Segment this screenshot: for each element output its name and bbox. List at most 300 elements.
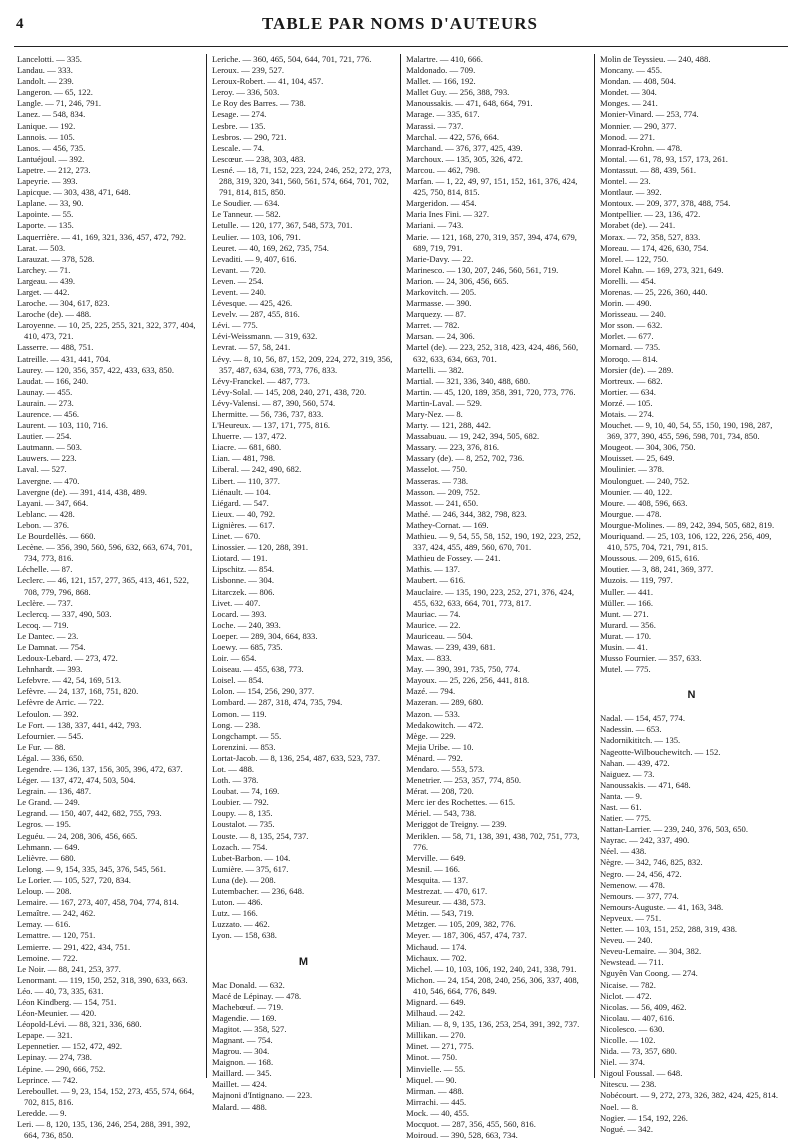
- section-letter: N: [687, 689, 696, 702]
- index-entry: Moreau. — 174, 426, 630, 754.: [600, 242, 709, 253]
- index-entry: Nicolesco. — 630.: [600, 1023, 665, 1034]
- index-entry: Lantuéjoul. — 392.: [17, 153, 85, 164]
- index-entry: Leroux-Robert. — 41, 104, 457.: [212, 76, 324, 87]
- index-entry: Laquerrière. — 41, 169, 321, 336, 457, 472, 792.: [17, 231, 186, 242]
- index-entry: Levant. — 720.: [212, 264, 266, 275]
- index-entry: Levaditi. — 9, 407, 616.: [212, 253, 297, 264]
- index-entry: Mortier. — 634.: [600, 386, 656, 397]
- index-entry: Liberal. — 242, 490, 682.: [212, 464, 302, 475]
- index-entry: Locard. — 393.: [212, 608, 267, 619]
- index-entry: Laroyenne. — 10, 25, 225, 255, 321, 322, 377, 404, 410, 473, 721.: [17, 320, 196, 342]
- page-header: [0, 0, 800, 44]
- index-entry: Leroy. — 336, 503.: [212, 87, 280, 98]
- index-entry: Maillard. — 345.: [212, 1068, 272, 1079]
- index-entry: Lieux. — 40, 792.: [212, 508, 276, 519]
- index-entry: Léon-Meunier. — 420.: [17, 1008, 97, 1019]
- index-entry: Motais. — 274.: [600, 409, 654, 419]
- index-entry: Leclère. — 737.: [17, 597, 73, 608]
- index-entry: Noel. — 8.: [600, 1101, 639, 1112]
- index-entry: Mock. — 40, 455.: [406, 1107, 470, 1118]
- index-entry: Liégard. — 547.: [212, 497, 269, 508]
- index-entry: Laurence. — 456.: [17, 409, 80, 419]
- index-entry: Massabuau. — 19, 242, 394, 505, 682.: [406, 431, 540, 442]
- index-entry: Leprince. — 742.: [17, 1074, 78, 1085]
- index-entry: Langle. — 71, 246, 791.: [17, 98, 102, 109]
- index-entry: Lavergne (de). — 391, 414, 438, 489.: [17, 486, 147, 497]
- index-entry: Largeau. — 439.: [17, 275, 76, 286]
- index-entry: Launay. — 455.: [17, 386, 73, 397]
- index-entry: Leguéu. — 24, 208, 306, 456, 665.: [17, 830, 138, 841]
- index-entry: Le Fur. — 88.: [17, 741, 66, 752]
- index-entry: Lemoine. — 722.: [17, 952, 78, 963]
- index-entry: Magrou. — 304.: [212, 1046, 270, 1057]
- index-entry: Mouchet. — 9, 10, 40, 54, 55, 150, 190, 198, 287, 369, 377, 390, 455, 596, 598, 701, 734, 850.: [600, 420, 773, 442]
- index-entry: Metzger. — 105, 209, 382, 776.: [406, 919, 516, 930]
- index-entry: Majnoni d'Intignano. — 223.: [212, 1090, 313, 1101]
- index-entry: Milhaud. — 242.: [406, 1008, 466, 1019]
- index-entry: Martin. — 45, 120, 189, 358, 391, 720, 773, 776.: [406, 386, 576, 397]
- index-entry: Luton. — 486.: [212, 897, 263, 908]
- index-entry: Legrand. — 150, 407, 442, 682, 755, 793.: [17, 808, 162, 819]
- index-entry: Menetrier. — 253, 357, 774, 850.: [406, 775, 522, 786]
- index-entry: Massot. — 241, 650.: [406, 497, 479, 508]
- index-entry: Nemenow. — 478.: [600, 879, 665, 890]
- index-entry: Lapeyrie. — 393.: [17, 176, 78, 187]
- index-entry: Mourgue. — 478.: [600, 508, 662, 519]
- running-title: TABLE PAR NOMS D'AUTEURS: [261, 14, 539, 33]
- index-entry: Murard. — 356.: [600, 619, 656, 630]
- index-entry: Le Tanneur. — 582.: [212, 209, 281, 220]
- index-entry: Mignard. — 649.: [406, 996, 466, 1007]
- index-entry: Nicolle. — 102.: [600, 1034, 656, 1045]
- section-letter: M: [298, 955, 309, 968]
- index-entry: Lecène. — 356, 390, 560, 596, 632, 663, 674, 701, 734, 773, 816.: [17, 542, 193, 564]
- index-entry: Loir. — 654.: [212, 653, 257, 664]
- index-entry: Morel. — 122, 750.: [600, 253, 669, 264]
- index-entry: Morin. — 490.: [600, 298, 652, 309]
- index-entry: Maria Ines Fini. — 327.: [406, 209, 490, 220]
- index-entry: Lemattre. — 120, 751.: [17, 930, 96, 941]
- index-entry: Letulle. — 120, 177, 367, 548, 573, 701.: [212, 220, 353, 231]
- index-entry: Mac Donald. — 632.: [212, 979, 285, 990]
- index-entry: Nayrac. — 242, 337, 490.: [600, 835, 690, 846]
- index-entry: Monod. — 271.: [600, 131, 655, 142]
- index-entry: Léon Kindberg. — 154, 751.: [17, 996, 117, 1007]
- index-entry: Martelli. — 382.: [406, 364, 464, 375]
- index-entry: Le Grand. — 249.: [17, 797, 80, 808]
- index-entry: Lipschitz. — 854.: [212, 564, 275, 575]
- index-entry: Mériel. — 543, 738.: [406, 808, 477, 819]
- index-entry: Malartre. — 410, 666.: [406, 54, 483, 64]
- index-entry: Nigoul Foussal. — 648.: [600, 1068, 683, 1079]
- index-entry: Lévi. — 775.: [212, 320, 258, 331]
- index-entry: Latreille. — 431, 441, 704.: [17, 353, 111, 364]
- index-entry: Lefebvre. — 42, 54, 169, 513.: [17, 675, 122, 686]
- index-entry: Marage. — 335, 617.: [406, 109, 480, 120]
- index-entry: Morelli. — 454.: [600, 275, 656, 286]
- index-entry: Mounier. — 40, 122.: [600, 486, 673, 497]
- index-entry: Légal. — 336, 650.: [17, 752, 84, 763]
- index-entry: Lautier. — 254.: [17, 431, 72, 442]
- index-entry: Niel. — 374.: [600, 1057, 645, 1068]
- index-entry: Legendre. — 136, 137, 156, 305, 396, 472, 637.: [17, 764, 183, 774]
- index-entry: Mesnil. — 166.: [406, 863, 460, 874]
- index-entry: Minvielle. — 55.: [406, 1063, 466, 1074]
- index-entry: Nageotte-Wilbouchewitch. — 152.: [600, 746, 721, 757]
- index-entry: Loiseau. — 455, 638, 773.: [212, 664, 304, 675]
- index-entry: Medakowitch. — 472.: [406, 719, 484, 730]
- index-column: [206, 54, 400, 1112]
- index-entry: Lolon. — 154, 256, 290, 377.: [212, 686, 315, 697]
- index-entry: Lehnhardt. — 393.: [17, 664, 83, 675]
- index-entry: Morel Kahn. — 169, 273, 321, 649.: [600, 264, 724, 275]
- index-entry: Lesbros. — 290, 721.: [212, 131, 287, 142]
- index-entry: Laudat. — 166, 240.: [17, 375, 89, 386]
- index-entry: Mortreux. — 682.: [600, 375, 663, 386]
- index-entry: Nanoussakis. — 471, 648.: [600, 779, 691, 790]
- index-columns: [12, 54, 788, 1141]
- index-entry: Laroche. — 304, 617, 823.: [17, 298, 110, 309]
- index-entry: Le Soudier. — 634.: [212, 198, 280, 209]
- index-entry: Long. — 238.: [212, 719, 261, 730]
- index-entry: Musso Fournier. — 357, 633.: [600, 653, 702, 664]
- index-entry: Mathieu. — 9, 54, 55, 58, 152, 190, 192, 223, 252, 337, 424, 455, 489, 560, 670, 701.: [406, 531, 581, 553]
- index-entry: Montlaur. — 392.: [600, 187, 662, 198]
- index-entry: Leroux. — 239, 527.: [212, 65, 285, 76]
- index-entry: Léo. — 40, 73, 335, 631.: [17, 985, 104, 996]
- index-entry: Manoussakis. — 471, 648, 664, 791.: [406, 98, 533, 109]
- index-entry: Nast. — 61.: [600, 802, 642, 812]
- index-entry: Monges. — 241.: [600, 98, 658, 109]
- index-entry: Magitot. — 358, 527.: [212, 1023, 287, 1034]
- index-entry: Nadal. — 154, 457, 774.: [600, 713, 685, 724]
- index-entry: Mariani. — 743.: [406, 220, 464, 231]
- index-entry: Landolt. — 239.: [17, 76, 74, 87]
- index-entry: Lenormant. — 119, 150, 252, 318, 390, 633, 663.: [17, 974, 188, 985]
- index-entry: Liotard. — 191.: [212, 553, 268, 564]
- index-entry: Marchoux. — 135, 305, 326, 472.: [406, 153, 523, 164]
- index-entry: Lauwers. — 223.: [17, 453, 77, 464]
- index-entry: Nicolau. — 407, 616.: [600, 1012, 675, 1023]
- index-entry: Lisbonne. — 304.: [212, 575, 275, 586]
- index-entry: Lozach. — 754.: [212, 841, 268, 852]
- index-entry: Nemours. — 377, 774.: [600, 890, 679, 901]
- index-entry: Marret. — 782.: [406, 320, 460, 331]
- index-entry: Laval. — 527.: [17, 464, 67, 475]
- index-entry: Mestrezat. — 470, 617.: [406, 886, 488, 897]
- index-entry: Legros. — 195.: [17, 819, 71, 830]
- index-entry: Morabet (de). — 241.: [600, 220, 676, 231]
- index-entry: Laplane. — 33, 90.: [17, 198, 84, 209]
- index-entry: Leblanc. — 428.: [17, 508, 75, 519]
- index-entry: Maurice. — 22.: [406, 619, 461, 630]
- index-entry: Nadornikititch. — 135.: [600, 735, 681, 746]
- index-entry: Larget. — 442.: [17, 286, 70, 297]
- index-entry: Nicolas. — 56, 409, 462.: [600, 1001, 687, 1012]
- index-entry: Leuret. — 40, 169, 262, 735, 754.: [212, 242, 329, 253]
- index-entry: Loth. — 378.: [212, 775, 259, 786]
- index-entry: Levelv. — 287, 455, 816.: [212, 309, 300, 320]
- index-entry: Magendie. — 169.: [212, 1012, 277, 1023]
- index-column: [594, 54, 788, 1134]
- index-entry: Martial. — 321, 336, 340, 488, 680.: [406, 375, 531, 386]
- index-entry: Mauriac. — 74.: [406, 608, 461, 619]
- index-entry: Levrat. — 57, 58, 241.: [212, 342, 291, 353]
- index-entry: Massary. — 223, 376, 816.: [406, 442, 500, 453]
- index-entry: Macé de Lépinay. — 478.: [212, 990, 302, 1001]
- index-entry: Netter. — 103, 151, 252, 288, 319, 438.: [600, 924, 738, 935]
- index-entry: Laporte. — 135.: [17, 220, 74, 231]
- index-entry: Lesné. — 18, 71, 152, 223, 224, 246, 252, 272, 273, 288, 319, 320, 341, 560, 561, 574, 664, 701, 702, 791, 814, 815, 850.: [212, 164, 392, 198]
- index-entry: Laurain. — 273.: [17, 397, 74, 408]
- index-entry: Lyon. — 158, 638.: [212, 930, 277, 941]
- header-rule: [14, 46, 788, 47]
- index-entry: Naiguez. — 73.: [600, 768, 655, 779]
- index-entry: Mourgue-Molines. — 89, 242, 394, 505, 682, 819.: [600, 519, 775, 530]
- index-entry: Mornard. — 735.: [600, 342, 661, 353]
- index-entry: Lancelotti. — 335.: [17, 54, 82, 64]
- index-entry: Lavergne. — 470.: [17, 475, 80, 486]
- index-entry: Leri. — 8, 120, 135, 136, 246, 254, 288, 391, 392, 664, 736, 850.: [17, 1119, 191, 1141]
- index-entry: Montal. — 61, 78, 93, 157, 173, 261.: [600, 153, 728, 164]
- index-entry: Nepveux. — 751.: [600, 912, 662, 923]
- index-entry: Mesquita. — 137.: [406, 874, 469, 885]
- index-entry: Nida. — 73, 357, 680.: [600, 1046, 677, 1057]
- index-entry: Lefournier. — 545.: [17, 730, 84, 741]
- index-entry: Loisel. — 854.: [212, 675, 264, 686]
- index-entry: Musin. — 41.: [600, 641, 648, 652]
- index-entry: Léopold-Lévi. — 88, 321, 336, 680.: [17, 1019, 142, 1030]
- index-entry: Mathis. — 137.: [406, 564, 460, 575]
- index-entry: Nogier. — 154, 192, 226.: [600, 1112, 688, 1123]
- index-entry: Max. — 833.: [406, 653, 452, 664]
- index-entry: Moutier. — 3, 88, 241, 369, 377.: [600, 564, 714, 575]
- index-entry: Legrain. — 136, 487.: [17, 786, 91, 797]
- index-entry: Levent. — 240.: [212, 286, 266, 297]
- index-entry: Mawas. — 239, 439, 681.: [406, 641, 496, 652]
- index-entry: Mendaro. — 553, 573.: [406, 764, 485, 774]
- index-entry: Milian. — 8, 9, 135, 136, 253, 254, 391, 392, 737.: [406, 1019, 580, 1030]
- index-entry: Laroche (de). — 488.: [17, 309, 92, 320]
- index-entry: Mouriquand. — 25, 103, 106, 122, 226, 256, 409, 410, 575, 704, 721, 791, 815.: [600, 531, 772, 553]
- index-entry: Lepinay. — 274, 738.: [17, 1052, 92, 1063]
- index-entry: Linet. — 670.: [212, 531, 261, 542]
- index-entry: Marchal. — 422, 576, 664.: [406, 131, 500, 142]
- index-entry: Liacre. — 681, 680.: [212, 442, 282, 453]
- index-entry: Loche. — 240, 393.: [212, 619, 281, 630]
- index-entry: Morlet. — 677.: [600, 331, 654, 342]
- index-entry: Marinesco. — 130, 207, 246, 560, 561, 719.: [406, 264, 559, 275]
- index-entry: Marie-Davy. — 22.: [406, 253, 474, 264]
- index-entry: Mirrachi. — 445.: [406, 1096, 467, 1107]
- index-entry: Murat. — 170.: [600, 630, 652, 641]
- index-entry: Meriklen. — 58, 71, 138, 391, 438, 702, 751, 773, 776.: [406, 830, 580, 852]
- index-entry: Mauriceau. — 504.: [406, 630, 473, 641]
- index-entry: Leloup. — 208.: [17, 886, 72, 897]
- index-entry: Machebœuf. — 719.: [212, 1001, 284, 1012]
- index-entry: Le Damnat. — 754.: [17, 641, 86, 652]
- index-entry: Leriche. — 360, 465, 504, 644, 701, 721, 776.: [212, 54, 372, 64]
- index-entry: Langeron. — 65, 122.: [17, 87, 93, 98]
- index-entry: Lévesque. — 425, 426.: [212, 298, 293, 309]
- index-entry: Maillet. — 424.: [212, 1079, 267, 1090]
- index-entry: Mondan. — 408, 504.: [600, 76, 676, 87]
- index-entry: Lehmann. — 649.: [17, 841, 80, 852]
- index-entry: Nitescu. — 238.: [600, 1079, 657, 1090]
- index-entry: Mirman. — 488.: [406, 1085, 464, 1096]
- index-entry: Laurent. — 103, 110, 716.: [17, 420, 108, 431]
- index-entry: Lhuerre. — 137, 472.: [212, 431, 287, 442]
- index-entry: Mazeran. — 289, 680.: [406, 697, 484, 708]
- index-entry: Moulinier. — 378.: [600, 464, 664, 475]
- index-entry: Layani. — 347, 664.: [17, 497, 89, 508]
- index-entry: Merc ier des Rochettes. — 615.: [406, 797, 516, 808]
- index-entry: Lévy-Franckel. — 487, 773.: [212, 375, 310, 386]
- index-entry: Lepennetier. — 152, 472, 492.: [17, 1041, 123, 1052]
- index-entry: Mayoux. — 25, 226, 256, 441, 818.: [406, 675, 530, 686]
- index-entry: Lévy. — 8, 10, 56, 87, 152, 209, 224, 272, 319, 356, 357, 487, 634, 638, 773, 776, 833.: [212, 353, 393, 375]
- index-entry: Millikan. — 270.: [406, 1030, 466, 1041]
- index-entry: Morax. — 72, 358, 527, 833.: [600, 231, 701, 242]
- index-entry: Lortat-Jacob. — 8, 136, 254, 487, 633, 523, 737.: [212, 752, 381, 763]
- index-entry: Margeridon. — 454.: [406, 198, 477, 209]
- index-entry: Nègre. — 342, 746, 825, 832.: [600, 857, 703, 868]
- index-entry: Lutz. — 166.: [212, 908, 258, 919]
- index-entry: Lescale. — 74.: [212, 142, 265, 153]
- index-entry: Müller. — 166.: [600, 597, 653, 608]
- index-entry: Marie. — 121, 168, 270, 319, 357, 394, 474, 679, 689, 719, 791.: [406, 231, 577, 253]
- index-entry: Leredde. — 9.: [17, 1107, 67, 1118]
- index-entry: Newstead. — 711.: [600, 957, 664, 968]
- index-entry: Moulonguet. — 240, 752.: [600, 475, 690, 486]
- index-entry: Montel. — 23.: [600, 176, 651, 187]
- index-entry: Morzé. — 105.: [600, 397, 653, 408]
- index-entry: Nogué. — 342.: [600, 1123, 653, 1134]
- index-entry: Moiroud. — 390, 528, 663, 734.: [406, 1130, 518, 1141]
- index-entry: Nguyên Van Coong. — 274.: [600, 968, 698, 979]
- index-entry: Marsan. — 24, 306.: [406, 331, 475, 342]
- index-entry: Lapointe. — 55.: [17, 209, 74, 220]
- index-entry: Montoux. — 209, 377, 378, 488, 754.: [600, 198, 731, 209]
- index-entry: Munt. — 271.: [600, 608, 649, 619]
- index-column: [12, 54, 206, 1141]
- index-entry: Lelong. — 9, 154, 335, 345, 376, 545, 561.: [17, 863, 166, 874]
- index-entry: Le Fort. — 138, 337, 441, 442, 793.: [17, 719, 142, 730]
- index-entry: Lévi-Weissmann. — 319, 632.: [212, 331, 318, 342]
- index-entry: Michel. — 10, 103, 106, 192, 240, 241, 338, 791.: [406, 963, 577, 974]
- index-entry: Le Roy des Barres. — 738.: [212, 98, 306, 109]
- index-entry: Longchampt. — 55.: [212, 730, 282, 741]
- index-entry: Lutembacher. — 236, 648.: [212, 886, 305, 897]
- index-entry: Meriggot de Treigny. — 239.: [406, 819, 507, 830]
- index-entry: Lebon. — 376.: [17, 519, 70, 530]
- index-entry: Luna (de). — 208.: [212, 874, 276, 885]
- index-entry: Monnier. — 290, 377.: [600, 120, 677, 131]
- index-entry: Marcou. — 462, 798.: [406, 164, 480, 175]
- index-entry: Néel. — 438.: [600, 846, 647, 857]
- index-entry: Lorenzini. — 853.: [212, 741, 276, 752]
- index-entry: Lemay. — 616.: [17, 919, 71, 930]
- index-entry: Miquel. — 90.: [406, 1074, 457, 1085]
- index-entry: Lapetre. — 212, 273.: [17, 164, 91, 175]
- index-entry: Lubet-Barbon. — 104.: [212, 852, 291, 863]
- index-entry: Moroqo. — 814.: [600, 353, 658, 364]
- index-entry: Mor sson. — 632.: [600, 320, 663, 331]
- index-entry: Mallet. — 166, 192.: [406, 76, 476, 87]
- index-entry: Nattan-Larrier. — 239, 240, 376, 503, 650.: [600, 824, 748, 835]
- index-entry: Leclerc. — 46, 121, 157, 277, 365, 413, 461, 522, 708, 779, 796, 868.: [17, 575, 189, 597]
- index-entry: Le Lorier. — 105, 527, 720, 834.: [17, 874, 131, 885]
- index-entry: Lecoq. — 719.: [17, 619, 69, 630]
- index-entry: Neveu. — 240.: [600, 935, 653, 946]
- index-entry: Masseras. — 738.: [406, 475, 469, 486]
- index-entry: Lelièvre. — 680.: [17, 852, 76, 863]
- index-entry: Magnant. — 754.: [212, 1034, 273, 1045]
- index-entry: Lomon. — 119.: [212, 708, 267, 719]
- index-entry: Lemaître. — 242, 462.: [17, 908, 96, 919]
- index-entry: Louste. — 8, 135, 254, 737.: [212, 830, 309, 841]
- index-entry: Neveu-Lemaire. — 304, 382.: [600, 946, 702, 957]
- index-entry: Morenas. — 25, 226, 360, 440.: [600, 286, 708, 297]
- index-entry: Nahan. — 439, 472.: [600, 757, 670, 768]
- index-entry: Nicaise. — 782.: [600, 979, 656, 990]
- index-entry: Landau. — 333.: [17, 65, 73, 76]
- index-entry: Lefèvre de Arric. — 722.: [17, 697, 104, 708]
- index-entry: Montpellier. — 23, 136, 472.: [600, 209, 701, 220]
- index-entry: Lereboullet. — 9, 23, 154, 152, 273, 455, 574, 664, 702, 815, 816.: [17, 1085, 195, 1107]
- index-entry: Niclot. — 472.: [600, 990, 652, 1001]
- index-entry: Malard. — 488.: [212, 1101, 267, 1112]
- index-entry: Mondet. — 304.: [600, 87, 657, 98]
- index-entry: Larchey. — 71.: [17, 264, 71, 275]
- index-entry: Le Noir. — 88, 241, 253, 377.: [17, 963, 121, 974]
- index-entry: Nemours-Auguste. — 41, 163, 348.: [600, 901, 724, 912]
- index-entry: Nobécourt. — 9, 272, 273, 326, 382, 424, 425, 814.: [600, 1090, 779, 1101]
- index-entry: Lot. — 488.: [212, 764, 255, 774]
- index-entry: Monrad-Krohn. — 478.: [600, 142, 683, 153]
- index-entry: Natier. — 775.: [600, 813, 652, 824]
- index-entry: Moure. — 408, 596, 663.: [600, 497, 688, 508]
- index-entry: Ledoux-Lebard. — 273, 472.: [17, 653, 118, 664]
- index-entry: Monier-Vinard. — 253, 774.: [600, 109, 699, 120]
- index-entry: Michon. — 24, 154, 208, 240, 256, 306, 337, 408, 410, 546, 664, 776, 849.: [406, 974, 579, 996]
- index-entry: Lévy-Valensi. — 87, 390, 560, 574.: [212, 397, 336, 408]
- index-entry: Le Dantec. — 23.: [17, 630, 79, 641]
- index-entry: Marty. — 121, 288, 442.: [406, 420, 491, 431]
- index-entry: Maubert. — 616.: [406, 575, 466, 586]
- index-entry: Martel (de). — 223, 252, 318, 423, 424, 486, 560, 632, 633, 634, 663, 701.: [406, 342, 579, 364]
- index-entry: Martin-Laval. — 529.: [406, 397, 482, 408]
- index-entry: Marchand. — 376, 377, 425, 439.: [406, 142, 523, 153]
- index-entry: Marfan. — 1, 22, 49, 97, 151, 152, 161, 376, 424, 425, 750, 814, 815.: [406, 176, 578, 198]
- index-entry: Mary-Nez. — 8.: [406, 409, 463, 419]
- index-entry: Lemierre. — 291, 422, 434, 751.: [17, 941, 131, 952]
- index-entry: Lemaire. — 167, 273, 407, 458, 704, 774, 814.: [17, 897, 179, 908]
- index-entry: Léchelle. — 87.: [17, 564, 73, 575]
- index-entry: Leclercq. — 337, 490, 503.: [17, 608, 112, 619]
- index-entry: L'Heureux. — 137, 171, 775, 816.: [212, 420, 331, 431]
- index-entry: Livet. — 407.: [212, 597, 261, 608]
- index-entry: Mutel. — 775.: [600, 664, 651, 675]
- index-entry: Lannois. — 105.: [17, 131, 75, 142]
- index-entry: Lanos. — 456, 735.: [17, 142, 86, 153]
- index-entry: Mathey-Cornat. — 169.: [406, 519, 489, 530]
- index-entry: Lesbre. — 135.: [212, 120, 266, 131]
- index-entry: Lombard. — 287, 318, 474, 735, 794.: [212, 697, 343, 708]
- index-entry: Mallet Guy. — 256, 388, 793.: [406, 87, 510, 98]
- index-entry: Meyer. — 187, 306, 457, 474, 737.: [406, 930, 527, 941]
- index-entry: Lanez. — 548, 834.: [17, 109, 86, 120]
